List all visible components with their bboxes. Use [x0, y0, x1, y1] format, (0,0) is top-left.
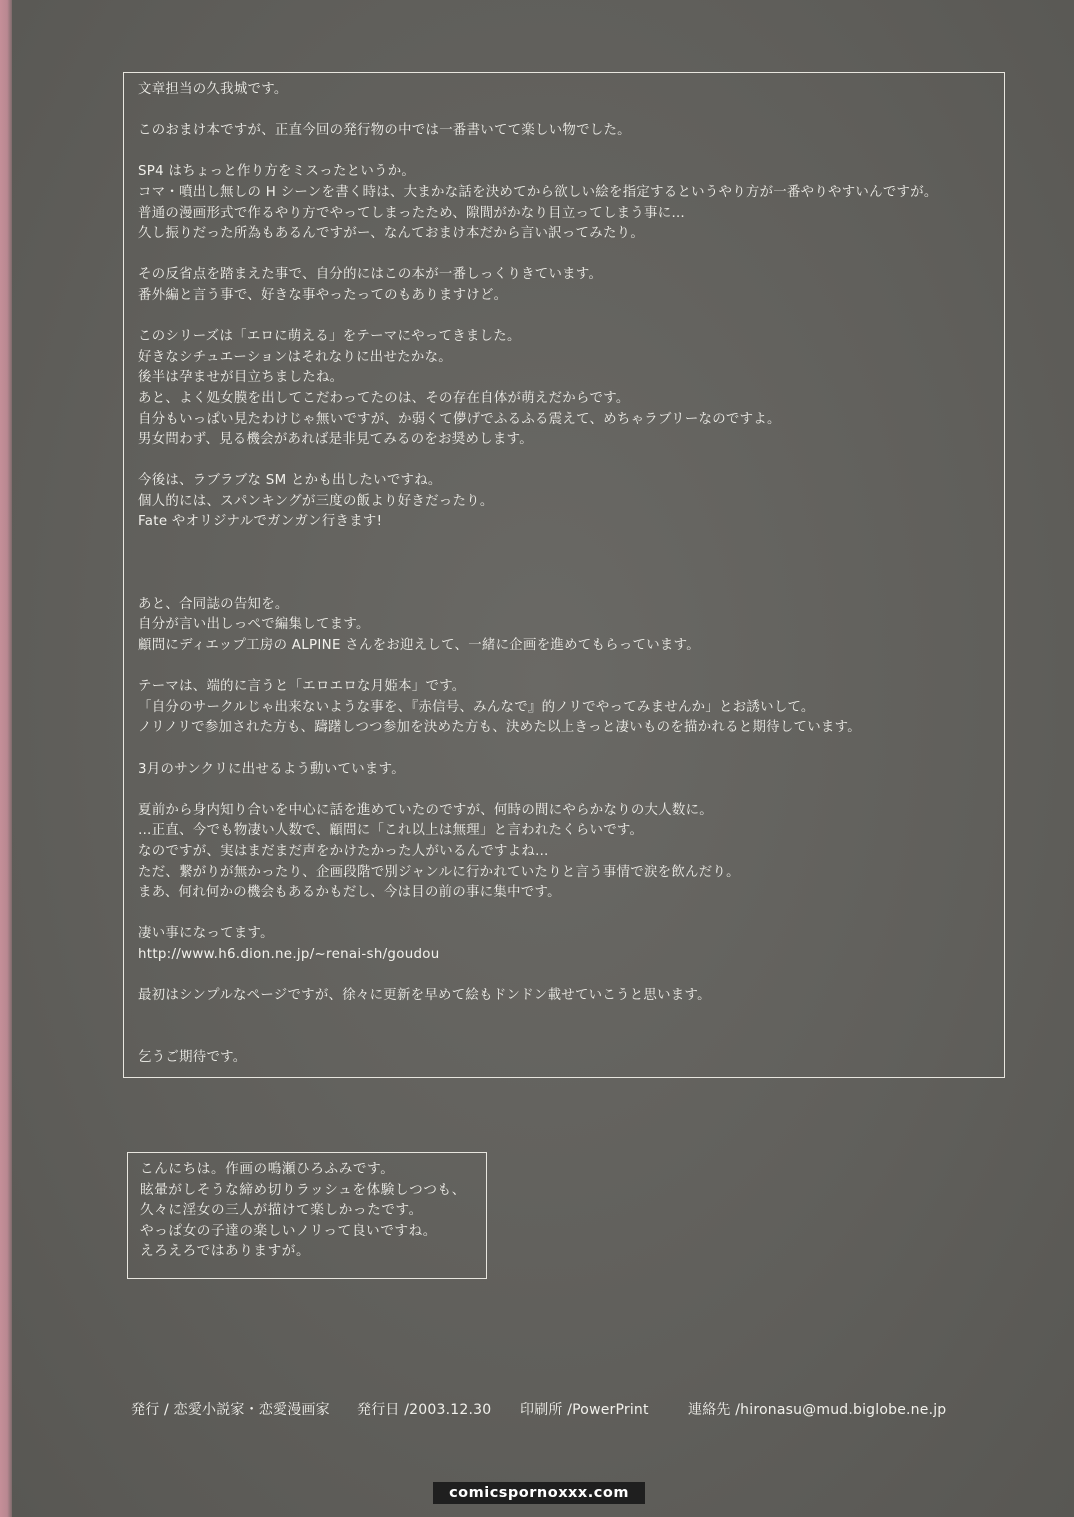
afterword-line: このシリーズは「エロに萌える」をテーマにやってきました。: [138, 329, 521, 345]
afterword-line: 凄い事になってます。: [138, 926, 274, 942]
afterword-line: 最初はシンプルなページですが、徐々に更新を早めて絵もドンドン載せていこうと思います。: [138, 988, 711, 1004]
afterword-line: 今後は、ラブラブな SM とかも出したいですね。: [138, 473, 442, 489]
colophon: [131, 1399, 946, 1419]
afterword-line: 文章担当の久我城です。: [138, 82, 288, 97]
afterword-line: [138, 533, 998, 554]
afterword-line: コマ・噴出し無しの H シーンを書く時は、大まかな話を決めてから欲しい絵を指定するというやり方が一番やりやすいんですが。: [138, 184, 938, 200]
afterword-line: …正直、今でも物凄い人数で、顧問に「これ以上は無理」と言われたくらいです。: [138, 823, 644, 839]
colophon-publisher: 発行 / 恋愛小説家・恋愛漫画家: [131, 1402, 330, 1418]
afterword-line: 自分もいっぱい見たわけじゃ無いですが、か弱くて儚げでふるふる震えて、めちゃラブリーなのですよ。: [138, 411, 781, 427]
afterword-line: 好きなシチュエーションはそれなりに出せたかな。: [138, 349, 452, 365]
afterword-line: このおまけ本ですが、正直今回の発行物の中では一番書いてて楽しい物でした。: [138, 123, 631, 139]
afterword-line: 後半は孕ませが目立ちましたね。: [138, 370, 344, 386]
afterword-line: 普通の漫画形式で作るやり方でやってしまったため、隙間がかなり目立ってしまう事に…: [138, 205, 686, 221]
artist-comment-line: えろえろではありますが。: [140, 1243, 311, 1260]
artist-comment-line: こんにちは。作画の鳴瀬ひろふみです。: [140, 1161, 395, 1177]
afterword-line: [138, 554, 998, 575]
afterword-line: [138, 1007, 998, 1028]
afterword-line: 自分が言い出しっぺで編集してます。: [138, 617, 370, 633]
afterword-line: [138, 451, 998, 472]
afterword-line: 顧問にディエップ工房の ALPINE さんをお迎えして、一緒に企画を進めてもらっています。: [138, 638, 700, 654]
afterword-line: テーマは、端的に言うと「エロエロな月姫本」です。: [138, 679, 466, 695]
page-spine-edge: [0, 0, 12, 1517]
artist-comment-line: 眩暈がしそうな締め切りラッシュを体験しつつも、: [140, 1181, 466, 1198]
afterword-line: ただ、繋がりが無かったり、企画段階で別ジャンルに行かれていたりと言う事情で涙を飲んだり。: [138, 864, 740, 880]
afterword-line: なのですが、実はまだまだ声をかけたかった人がいるんですよね…: [138, 843, 549, 859]
watermark: comicspornoxxx.com: [433, 1482, 645, 1504]
afterword-line: [138, 101, 998, 122]
afterword-line: 番外編と言う事で、好きな事やったってのもありますけど。: [138, 287, 508, 303]
afterword-line: 個人的には、スパンキングが三度の飯より好きだったり。: [138, 493, 494, 509]
afterword-line: [138, 245, 998, 266]
afterword-line: 夏前から身内知り合いを中心に話を進めていたのですが、何時の間にやらかなりの大人数に。: [138, 802, 714, 818]
afterword-line: 「自分のサークルじゃ出来ないような事を、『赤信号、みんなで』的ノリでやってみませんか」とお誘いして。: [138, 699, 815, 715]
afterword-line: [138, 780, 998, 801]
colophon-printer: 印刷所 /PowerPrint: [520, 1402, 649, 1418]
afterword-line: Fate やオリジナルでガンガン行きます!: [138, 514, 383, 530]
afterword-line: [138, 657, 998, 678]
afterword-line: その反省点を踏まえた事で、自分的にはこの本が一番しっくりきています。: [138, 267, 603, 283]
afterword-line: [138, 307, 998, 328]
artist-comment-text: [140, 1159, 480, 1262]
artist-comment-line: やっぱ女の子達の楽しいノリって良いですね。: [140, 1222, 437, 1239]
afterword-line: http://www.h6.dion.ne.jp/~renai-sh/goudou: [138, 946, 440, 962]
afterword-line: [138, 142, 998, 163]
afterword-line: ノリノリで参加された方も、躊躇しつつ参加を決めた方も、決めた以上きっと凄いものを描かれると期待しています。: [138, 720, 861, 736]
afterword-line: 久し振りだった所為もあるんですがー、なんておまけ本だから言い訳ってみたり。: [138, 226, 645, 242]
afterword-line: あと、よく処女膜を出してこだわってたのは、その存在自体が萌えだからです。: [138, 390, 630, 406]
colophon-date: 発行日 /2003.12.30: [357, 1402, 492, 1418]
afterword-line: [138, 739, 998, 760]
afterword-text: [138, 80, 998, 1069]
afterword-line: [138, 966, 998, 987]
afterword-line: 男女問わず、見る機会があれば是非見てみるのをお奨めします。: [138, 432, 533, 448]
afterword-line: [138, 1027, 998, 1048]
afterword-line: 3月のサンクリに出せるよう動いています。: [138, 761, 405, 777]
afterword-line: 乞うご期待です。: [138, 1049, 247, 1065]
artist-comment-line: 久々に淫女の三人が描けて楽しかったです。: [140, 1202, 423, 1219]
afterword-line: まあ、何れ何かの機会もあるかもだし、今は目の前の事に集中です。: [138, 885, 561, 901]
afterword-line: [138, 904, 998, 925]
afterword-line: [138, 574, 998, 595]
afterword-line: あと、合同誌の告知を。: [138, 596, 289, 612]
afterword-line: SP4 はちょっと作り方をミスったというか。: [138, 164, 416, 180]
colophon-contact: 連絡先 /hironasu@mud.biglobe.ne.jp: [688, 1402, 947, 1418]
